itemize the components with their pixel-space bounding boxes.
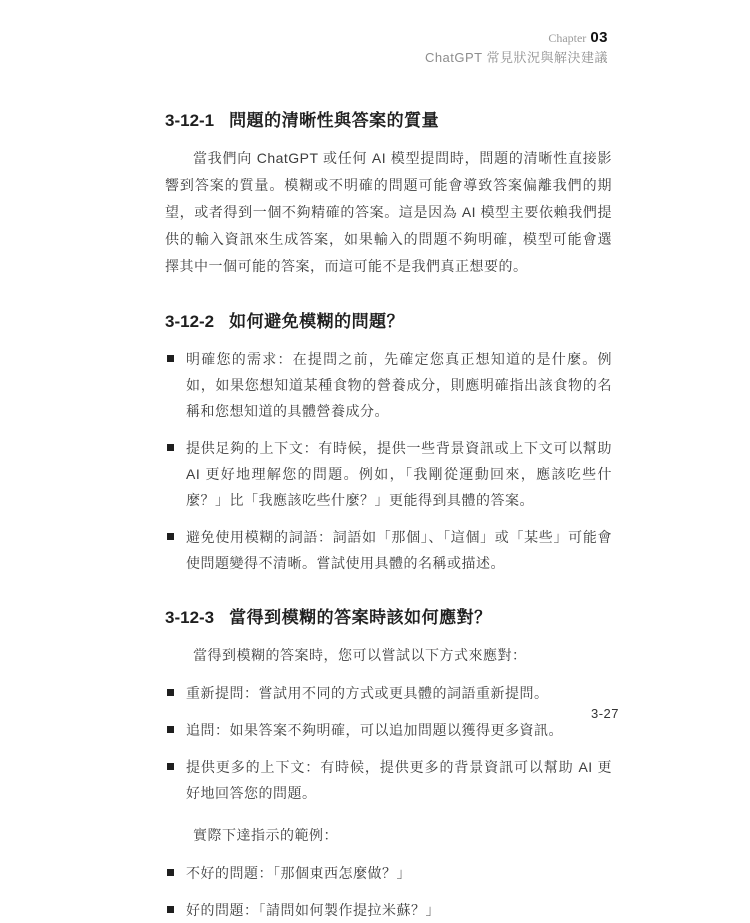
- list-item: [165, 897, 612, 923]
- running-header: [425, 30, 608, 64]
- chapter-title: ChatGPT 常見狀況與解決建議: [424, 50, 608, 65]
- list-item-text: 提供足夠的上下文：有時候，提供一些背景資訊或上下文可以幫助 AI 更好地理解您的問題。例如，「我剛從運動回來，應該吃些什麼？」比「我應該吃些什麼？」更能得到具體的答案。: [186, 440, 612, 509]
- list-item-text: 明確您的需求：在提問之前，先確定您真正想知道的是什麼。例如，如果您想知道某種食物的營養成分，則應明確指出該食物的名稱和您想知道的具體營養成分。: [186, 351, 612, 420]
- example-label: 實際下達指示的範例：: [193, 827, 338, 844]
- section-heading-3-12-2: [165, 307, 612, 332]
- square-bullet-icon: [167, 726, 174, 733]
- bullet-list: [165, 680, 612, 806]
- list-item: [165, 524, 612, 576]
- list-item-text: 避免使用模糊的詞語：詞語如「那個」、「這個」或「某些」可能會使問題變得不清晰。嘗試使用具體的名稱或描述。: [186, 529, 612, 572]
- square-bullet-icon: [167, 689, 174, 696]
- square-bullet-icon: [167, 763, 174, 770]
- square-bullet-icon: [167, 906, 174, 913]
- section-heading-3-12-3: [165, 603, 612, 628]
- square-bullet-icon: [167, 533, 174, 540]
- section-number: 3-12-2: [165, 312, 215, 332]
- bullet-list: [165, 346, 612, 576]
- chapter-label: Chapter: [548, 31, 587, 45]
- square-bullet-icon: [167, 444, 174, 451]
- list-item-text: 好的問題：「請問如何製作提拉米蘇？」: [186, 902, 440, 919]
- chapter-number: 03: [590, 29, 608, 46]
- list-item: [165, 717, 612, 743]
- list-item: [165, 435, 612, 513]
- section-title: 如何避免模糊的問題？: [229, 312, 405, 332]
- section-title: 問題的清晰性與答案的質量: [229, 111, 440, 131]
- list-item-text: 重新提問：嘗試用不同的方式或更具體的詞語重新提問。: [186, 685, 549, 702]
- section-intro: 當得到模糊的答案時，您可以嘗試以下方式來應對：: [193, 647, 527, 664]
- section-number: 3-12-3: [165, 608, 215, 628]
- list-item: [165, 860, 612, 886]
- list-item-text: 提供更多的上下文：有時候，提供更多的背景資訊可以幫助 AI 更好地回答您的問題。: [186, 759, 612, 802]
- list-item: [165, 346, 612, 424]
- example-bullet-list: [165, 860, 612, 923]
- list-item-text: 追問：如果答案不夠明確，可以追加問題以獲得更多資訊。: [186, 722, 563, 739]
- square-bullet-icon: [167, 869, 174, 876]
- list-item: [165, 754, 612, 806]
- page-number: 3-27: [590, 706, 619, 721]
- page-content: [165, 92, 612, 923]
- square-bullet-icon: [167, 355, 174, 362]
- section-number: 3-12-1: [165, 111, 215, 131]
- section-title: 當得到模糊的答案時該如何應對？: [229, 608, 492, 628]
- section-heading-3-12-1: [165, 106, 612, 131]
- list-item: [165, 680, 612, 706]
- section-paragraph: 當我們向 ChatGPT 或任何 AI 模型提問時，問題的清晰性直接影響到答案的質量。模糊或不明確的問題可能會導致答案偏離我們的期望，或者得到一個不夠精確的答案。這是因為 AI 模型主要依賴我們提供的輸入資訊來生成答案，如果輸入的問題不夠明確，模型可能會選擇其中一個可能的答案，而這可能不是我們真正想要的。: [165, 150, 612, 275]
- chapter-line: [425, 30, 608, 45]
- list-item-text: 不好的問題：「那個東西怎麼做？」: [186, 865, 411, 882]
